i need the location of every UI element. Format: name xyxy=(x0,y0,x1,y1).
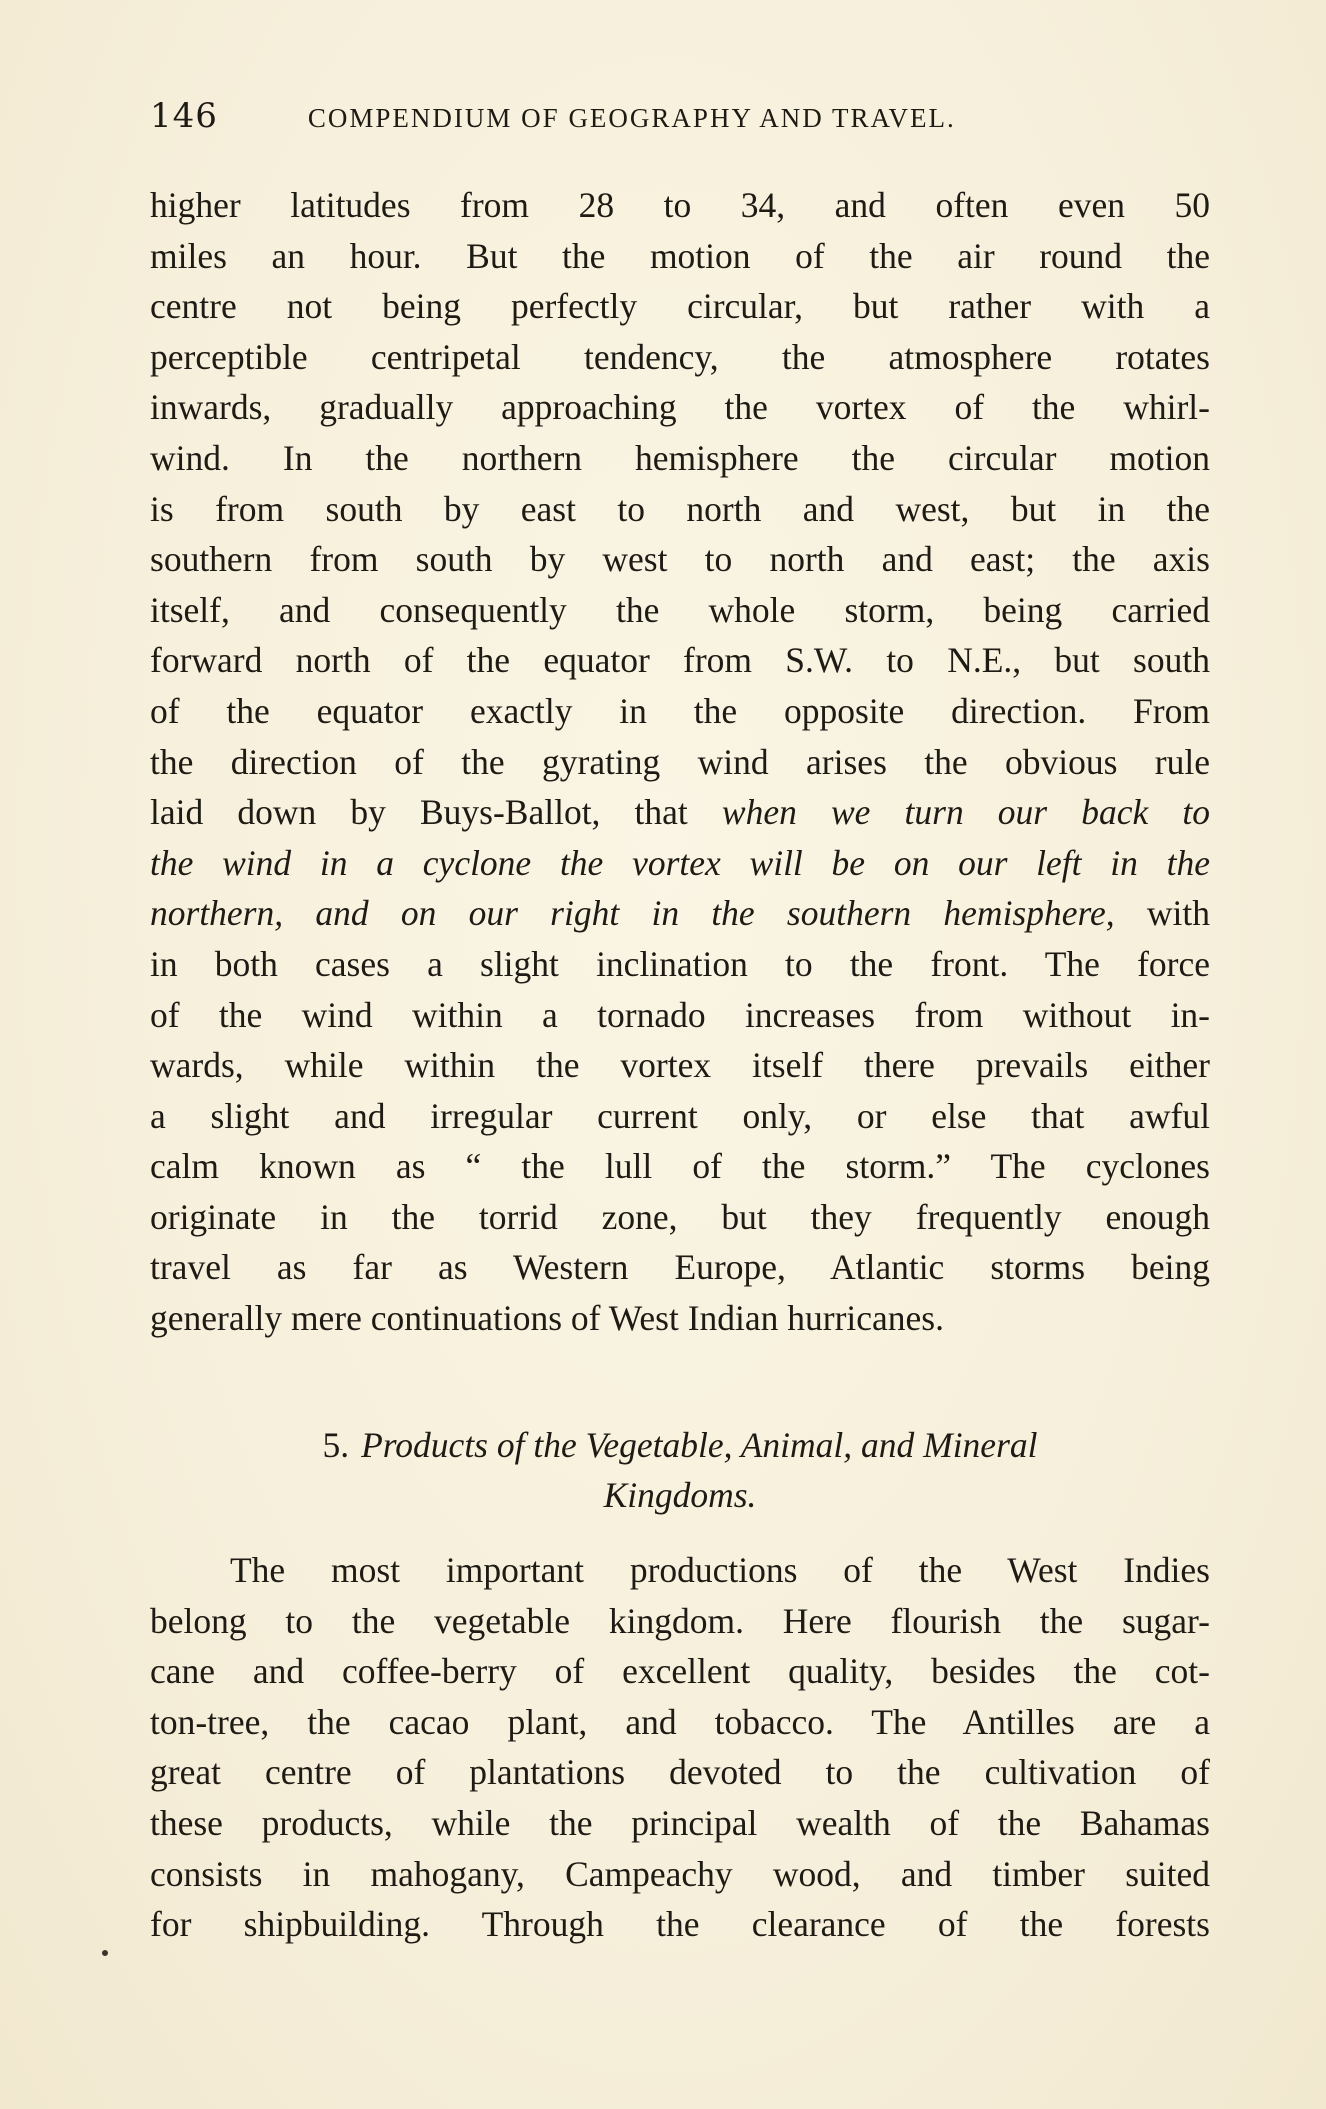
text-line: higher latitudes from 28 to 34, and often even 50 xyxy=(150,185,1210,225)
section-number: 5. xyxy=(322,1425,350,1465)
text-line: generally mere continuations of West Indian hurricanes. xyxy=(150,1298,944,1339)
text-line: for shipbuilding. Through the clearance of the forests xyxy=(150,1904,1210,1945)
text-line: of the wind within a tornado increases from without in- xyxy=(150,994,1210,1035)
text-line: forward north of the equator from S.W. to N.E., but south xyxy=(150,640,1210,681)
text-line: the direction of the gyrating wind arises the obvious rule xyxy=(150,741,1210,782)
text-line: ton-tree, the cacao plant, and tobacco. The Antilles are a xyxy=(150,1701,1210,1742)
text-line: great centre of plantations devoted to the cultivation of xyxy=(150,1752,1210,1793)
text-line: inwards, gradually approaching the vortex of the whirl- xyxy=(150,387,1210,428)
italic-rule-text: the wind in a cyclone the vortex will be on our left in the xyxy=(150,842,1210,883)
section-heading-line-2 xyxy=(150,1470,1210,1520)
text-line: a slight and irregular current only, or else that awful xyxy=(150,1095,1210,1136)
roman-text: with xyxy=(1114,893,1210,934)
text-line: centre not being perfectly circular, but rather with a xyxy=(150,286,1210,327)
text-line: perceptible centripetal tendency, the atmosphere rotates xyxy=(150,336,1210,377)
text-line-italic xyxy=(150,838,1210,889)
text-line: itself, and consequently the whole storm, being carried xyxy=(150,589,1210,630)
section-title-continued: Kingdoms. xyxy=(603,1475,757,1515)
text-line-mixed xyxy=(150,888,1210,939)
running-title: COMPENDIUM OF GEOGRAPHY AND TRAVEL. xyxy=(307,103,956,133)
text-line: in both cases a slight inclination to the front. The force xyxy=(150,943,1210,984)
section-heading xyxy=(150,1420,1210,1520)
ink-speck xyxy=(102,1950,108,1956)
text-line: belong to the vegetable kingdom. Here flourish the sugar- xyxy=(150,1600,1210,1641)
text-line: calm known as “ the lull of the storm.” The cyclones xyxy=(150,1146,1210,1187)
text-line-mixed xyxy=(150,787,1210,838)
roman-text: laid down by Buys-Ballot, that xyxy=(150,792,722,833)
text-line: consists in mahogany, Campeachy wood, and timber suited xyxy=(150,1853,1210,1894)
paragraph-west-indies-products xyxy=(150,1545,1210,1950)
text-line: miles an hour. But the motion of the air round the xyxy=(150,235,1210,276)
paragraph-cyclones xyxy=(150,180,1210,1344)
italic-rule-text: northern, and on our right in the southern hemisphere, xyxy=(150,893,1115,934)
text-line: cane and coffee-berry of excellent quality, besides the cot- xyxy=(150,1651,1210,1692)
text-line: wind. In the northern hemisphere the circular motion xyxy=(150,437,1210,478)
section-title: Products of the Vegetable, Animal, and Mineral xyxy=(361,1425,1038,1465)
italic-rule-text: when we turn our back to xyxy=(721,792,1210,833)
text-line: The most important productions of the West Indies xyxy=(230,1550,1210,1590)
text-line: of the equator exactly in the opposite direction. From xyxy=(150,690,1210,731)
section-heading-line-1 xyxy=(150,1420,1210,1470)
page-number: 146 xyxy=(150,96,218,136)
text-line: southern from south by west to north and east; the axis xyxy=(150,539,1210,580)
text-line: is from south by east to north and west, but in the xyxy=(150,488,1210,529)
text-line: wards, while within the vortex itself there prevails either xyxy=(150,1045,1210,1086)
text-line: originate in the torrid zone, but they frequently enough xyxy=(150,1196,1210,1237)
text-line: travel as far as Western Europe, Atlantic storms being xyxy=(150,1247,1210,1288)
text-line: these products, while the principal wealth of the Bahamas xyxy=(150,1802,1210,1843)
page-header xyxy=(150,96,1210,136)
